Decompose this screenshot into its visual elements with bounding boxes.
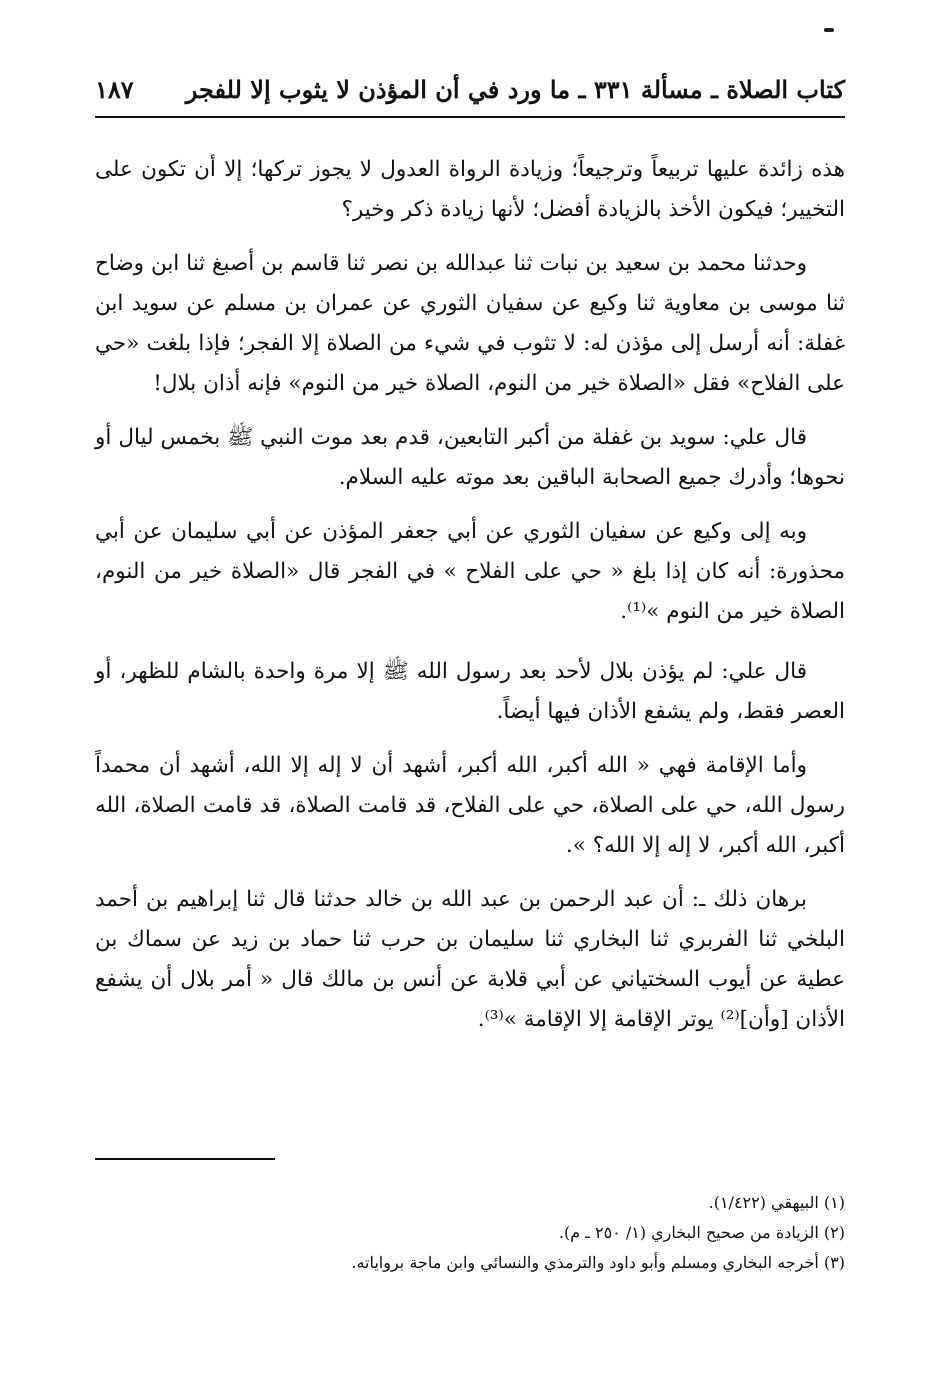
chapter-title: كتاب الصلاة ـ مسألة ٣٣١ ـ ما ورد في أن المؤذن لا يثوب إلا للفجر (185, 74, 845, 104)
paragraph-3: قال علي: سويد بن غفلة من أكبر التابعين، قدم بعد موت النبي ﷺ بخمس ليال أو نحوها؛ وأدرك جميع الصحابة الباقين بعد موته عليه السلام. (95, 425, 845, 490)
main-text (95, 150, 845, 1054)
footnote-2: (٢) الزيادة من صحيح البخاري (١/ ٢٥٠ ـ م). (558, 1223, 845, 1242)
footnote-3: (٣) أخرجه البخاري ومسلم وأبو داود والترمذي والنسائي وابن ماجة برواياته. (351, 1253, 845, 1272)
paragraph-1: هذه زائدة عليها تربيعاً وترجيعاً؛ وزيادة الرواة العدول لا يجوز تركها؛ إلا أن تكون على التخيير؛ فيكون الأخذ بالزيادة أفضل؛ لأنها زيادة ذكر وخير؟ (95, 157, 845, 222)
footnotes (95, 1188, 845, 1278)
footnote-1: (١) البيهقي (١/٤٢٢). (708, 1193, 845, 1212)
paragraph-5: قال علي: لم يؤذن بلال لأحد بعد رسول الله ﷺ إلا مرة واحدة بالشام للظهر، أو العصر فقط، ولم يشفع الأذان فيها أيضاً. (95, 659, 845, 724)
paragraph-6: وأما الإقامة فهي « الله أكبر، الله أكبر، أشهد أن لا إله إلا الله، أشهد أن محمداً رسول الله، حي على الصلاة، حي على الفلاح، قد قامت الصلاة، قد قامت الصلاة، الله أكبر، الله أكبر، لا إله إلا الله؟ ». (95, 753, 845, 858)
book-page (95, 0, 845, 1375)
paragraph-2: وحدثنا محمد بن سعيد بن نبات ثنا عبدالله بن نصر ثنا قاسم بن أصبغ ثنا ابن وضاح ثنا موسى بن معاوية ثنا وكيع عن سفيان الثوري عن عمران بن مسلم عن سويد ابن غفلة: أنه أرسل إلى مؤذن له: لا تثوب في شيء من الصلاة إلا الفجر؛ فإذا بلغت «حي على الفلاح» فقل «الصلاة خير من النوم، الصلاة خير من النوم» فإنه أذان بلال! (95, 251, 845, 396)
footnote-separator (95, 1158, 275, 1160)
paragraph-4: وبه إلى وكيع عن سفيان الثوري عن أبي جعفر المؤذن عن أبي سليمان عن أبي محذورة: أنه كان إذا بلغ « حي على الفلاح » في الفجر قال «الصلاة خير من النوم، الصلاة خير من النوم »⁽¹⁾. (95, 519, 845, 624)
running-header (95, 70, 845, 118)
paragraph-7: برهان ذلك ـ: أن عبد الرحمن بن عبد الله بن خالد حدثنا قال ثنا إبراهيم بن أحمد البلخي ثنا الفربري ثنا البخاري ثنا سليمان بن حرب ثنا حماد بن زيد عن سماك بن عطية عن أيوب السختياني عن أبي قلابة عن أنس بن مالك قال « أمر بلال أن يشفع الأذان [وأن]⁽²⁾ يوتر الإقامة إلا الإقامة »⁽³⁾. (95, 887, 845, 1032)
page-number: ١٨٧ (95, 74, 134, 104)
